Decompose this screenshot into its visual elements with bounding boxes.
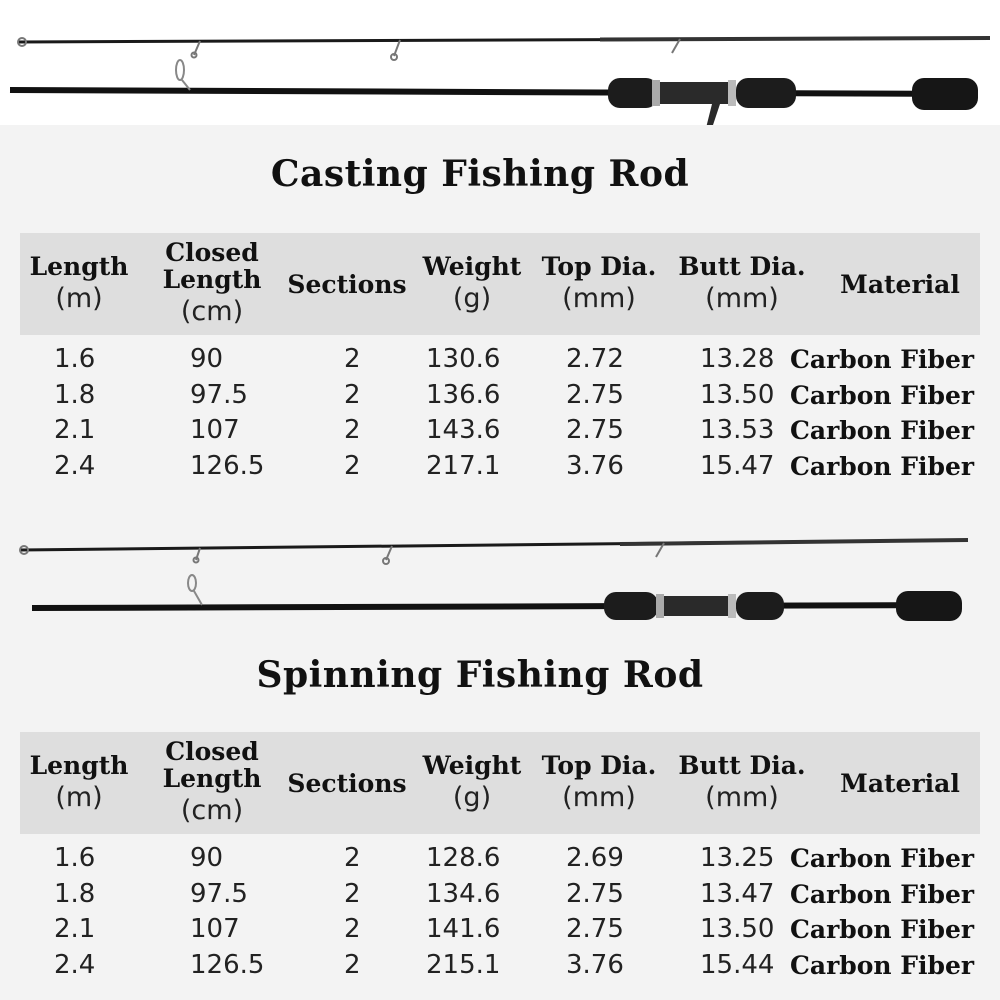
header-material: Material: [840, 269, 960, 299]
header-closed-length: Closed Length (cm): [162, 238, 262, 327]
header-weight: Weight (g): [422, 750, 522, 813]
cell-weight: 130.6: [426, 344, 501, 374]
cell-closed-length: 107: [190, 914, 240, 944]
cell-closed-length: 90: [190, 344, 224, 374]
header-closed-length: Closed Length (cm): [162, 737, 262, 826]
cell-butt-diameter: 13.28: [700, 344, 775, 374]
cell-closed-length: 126.5: [190, 949, 265, 980]
cell-butt-diameter: 13.47: [700, 878, 775, 909]
cell-closed-length: 97.5: [190, 878, 248, 909]
header-length: Length (m): [29, 251, 129, 314]
cell-weight: 143.6: [426, 415, 501, 445]
cell-material: Carbon Fiber: [790, 451, 975, 481]
table-row: [20, 948, 980, 984]
cell-material: Carbon Fiber: [790, 416, 975, 445]
cell-sections: 2: [344, 914, 361, 944]
table-row: [20, 877, 980, 913]
cell-sections: 2: [344, 450, 361, 481]
header-top-diameter: Top Dia. (mm): [541, 750, 657, 813]
casting-rod-illustration: [0, 0, 1000, 125]
spinning-spec-table: [20, 732, 980, 983]
cell-length: 2.4: [54, 949, 96, 980]
table-body: [20, 342, 980, 484]
cell-top-diameter: 2.75: [566, 379, 624, 410]
cell-sections: 2: [344, 949, 361, 980]
cell-butt-diameter: 15.44: [700, 949, 775, 980]
cell-material: Carbon Fiber: [790, 915, 975, 944]
table-row: [20, 449, 980, 485]
cell-top-diameter: 3.76: [566, 949, 624, 980]
table-body: [20, 841, 980, 983]
cell-top-diameter: 2.75: [566, 914, 624, 944]
cell-butt-diameter: 13.50: [700, 914, 775, 944]
cell-closed-length: 90: [190, 843, 224, 873]
header-top-diameter: Top Dia. (mm): [541, 251, 657, 314]
header-butt-diameter: Butt Dia. (mm): [678, 750, 806, 813]
cell-material: Carbon Fiber: [790, 345, 975, 374]
table-header: [20, 732, 980, 834]
cell-length: 2.1: [54, 415, 96, 445]
header-sections: Sections: [287, 768, 407, 798]
casting-rod-image: [0, 0, 1000, 125]
cell-material: Carbon Fiber: [790, 380, 975, 410]
cell-closed-length: 97.5: [190, 379, 248, 410]
cell-weight: 136.6: [426, 379, 501, 410]
casting-spec-table: [20, 233, 980, 484]
spinning-section-title: Spinning Fishing Rod: [256, 654, 704, 696]
cell-top-diameter: 2.72: [566, 344, 624, 374]
spinning-rod-image: [0, 520, 1000, 635]
cell-butt-diameter: 13.53: [700, 415, 775, 445]
cell-length: 1.6: [54, 843, 96, 873]
cell-length: 1.8: [54, 379, 96, 410]
cell-material: Carbon Fiber: [790, 950, 975, 980]
table-row: [20, 378, 980, 414]
header-sections: Sections: [287, 269, 407, 299]
header-butt-diameter: Butt Dia. (mm): [678, 251, 806, 314]
cell-butt-diameter: 13.50: [700, 379, 775, 410]
cell-sections: 2: [344, 878, 361, 909]
cell-butt-diameter: 13.25: [700, 843, 775, 873]
cell-weight: 128.6: [426, 843, 501, 873]
cell-closed-length: 126.5: [190, 450, 265, 481]
table-header: [20, 233, 980, 335]
cell-weight: 141.6: [426, 914, 501, 944]
table-row: [20, 342, 980, 378]
header-weight: Weight (g): [422, 251, 522, 314]
cell-weight: 134.6: [426, 878, 501, 909]
cell-length: 2.4: [54, 450, 96, 481]
cell-sections: 2: [344, 344, 361, 374]
cell-material: Carbon Fiber: [790, 879, 975, 909]
table-row: [20, 841, 980, 877]
cell-butt-diameter: 15.47: [700, 450, 775, 481]
table-row: [20, 912, 980, 948]
cell-sections: 2: [344, 379, 361, 410]
cell-length: 1.6: [54, 344, 96, 374]
casting-section-title: Casting Fishing Rod: [270, 153, 690, 195]
table-row: [20, 413, 980, 449]
cell-length: 1.8: [54, 878, 96, 909]
cell-top-diameter: 3.76: [566, 450, 624, 481]
cell-top-diameter: 2.69: [566, 843, 624, 873]
cell-closed-length: 107: [190, 415, 240, 445]
cell-weight: 215.1: [426, 949, 501, 980]
header-material: Material: [840, 768, 960, 798]
cell-sections: 2: [344, 843, 361, 873]
cell-material: Carbon Fiber: [790, 844, 975, 873]
cell-length: 2.1: [54, 914, 96, 944]
cell-sections: 2: [344, 415, 361, 445]
cell-top-diameter: 2.75: [566, 878, 624, 909]
header-length: Length (m): [29, 750, 129, 813]
cell-weight: 217.1: [426, 450, 501, 481]
cell-top-diameter: 2.75: [566, 415, 624, 445]
spinning-rod-illustration: [0, 520, 1000, 635]
